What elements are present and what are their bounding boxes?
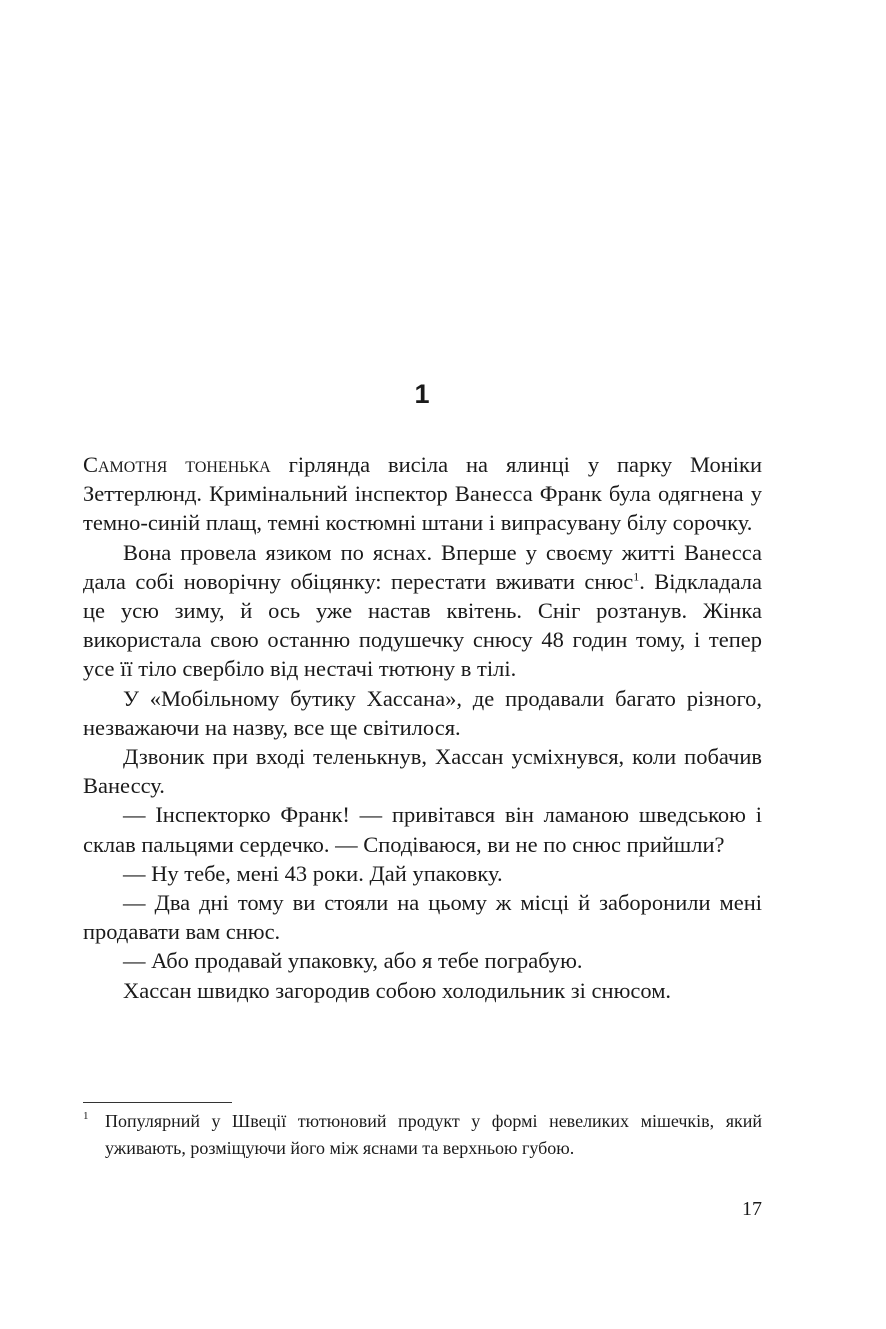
paragraph: Дзвоник при вході теленькнув, Хассан усміхнувся, коли побачив Ванессу. — [83, 744, 762, 799]
paragraph — [83, 538, 762, 684]
paragraph-text: Вона провела язиком по яснах. Вперше у своєму житті Ванесса дала собі новорічну обіцянку: перестати вживати снюс — [83, 539, 762, 594]
paragraph: Хассан швидко загородив собою холодильник зі снюсом. — [123, 977, 672, 1003]
paragraph: — Два дні тому ви стояли на цьому ж місці й заборонили мені продавати вам снюс. — [83, 890, 762, 945]
paragraph: — Інспекторко Франк! — привітався він ламаною шведською і склав пальцями сердечко. — Сподіваюся, ви не по снюс прийшли? — [83, 802, 762, 857]
paragraph-lead-in: Самотня тоненька — [83, 452, 271, 477]
footnote-reference: 1 — [633, 569, 640, 584]
footnote-divider — [83, 1102, 232, 1103]
chapter-number: 1 — [414, 379, 430, 409]
paragraph: У «Мобільному бутику Хассана», де продавали багато різного, незважаючи на назву, все ще світилося. — [83, 685, 762, 740]
paragraph-text: гірлянда висіла на ялинці у парку Моніки Зеттерлюнд. Кримінальний інспектор Ванесса Франк була одягнена у темно-синій плащ, темні костюмні штани і випрасувану білу сорочку. — [83, 452, 762, 536]
footnote — [83, 1108, 762, 1162]
paragraph: — Або продавай упаковку, або я тебе пограбую. — [123, 948, 583, 974]
paragraph: — Ну тебе, мені 43 роки. Дай упаковку. — [123, 860, 503, 886]
paragraph-text: . Відкладала це усю зиму, й ось уже настав квітень. Сніг розтанув. Жінка використала свою останню подушечку снюсу 48 годин тому, і тепер усе її тіло свербіло від нестачі тютюну в тілі. — [83, 568, 762, 682]
page-number: 17 — [742, 1198, 762, 1220]
paragraph — [83, 450, 762, 538]
chapter-text — [83, 450, 762, 1005]
footnote-marker: 1 — [83, 1110, 89, 1122]
footnote-text: Популярний у Швеції тютюновий продукт у формі невеликих мішечків, який уживають, розміщуючи його між яснами та верхньою губою. — [105, 1111, 762, 1158]
